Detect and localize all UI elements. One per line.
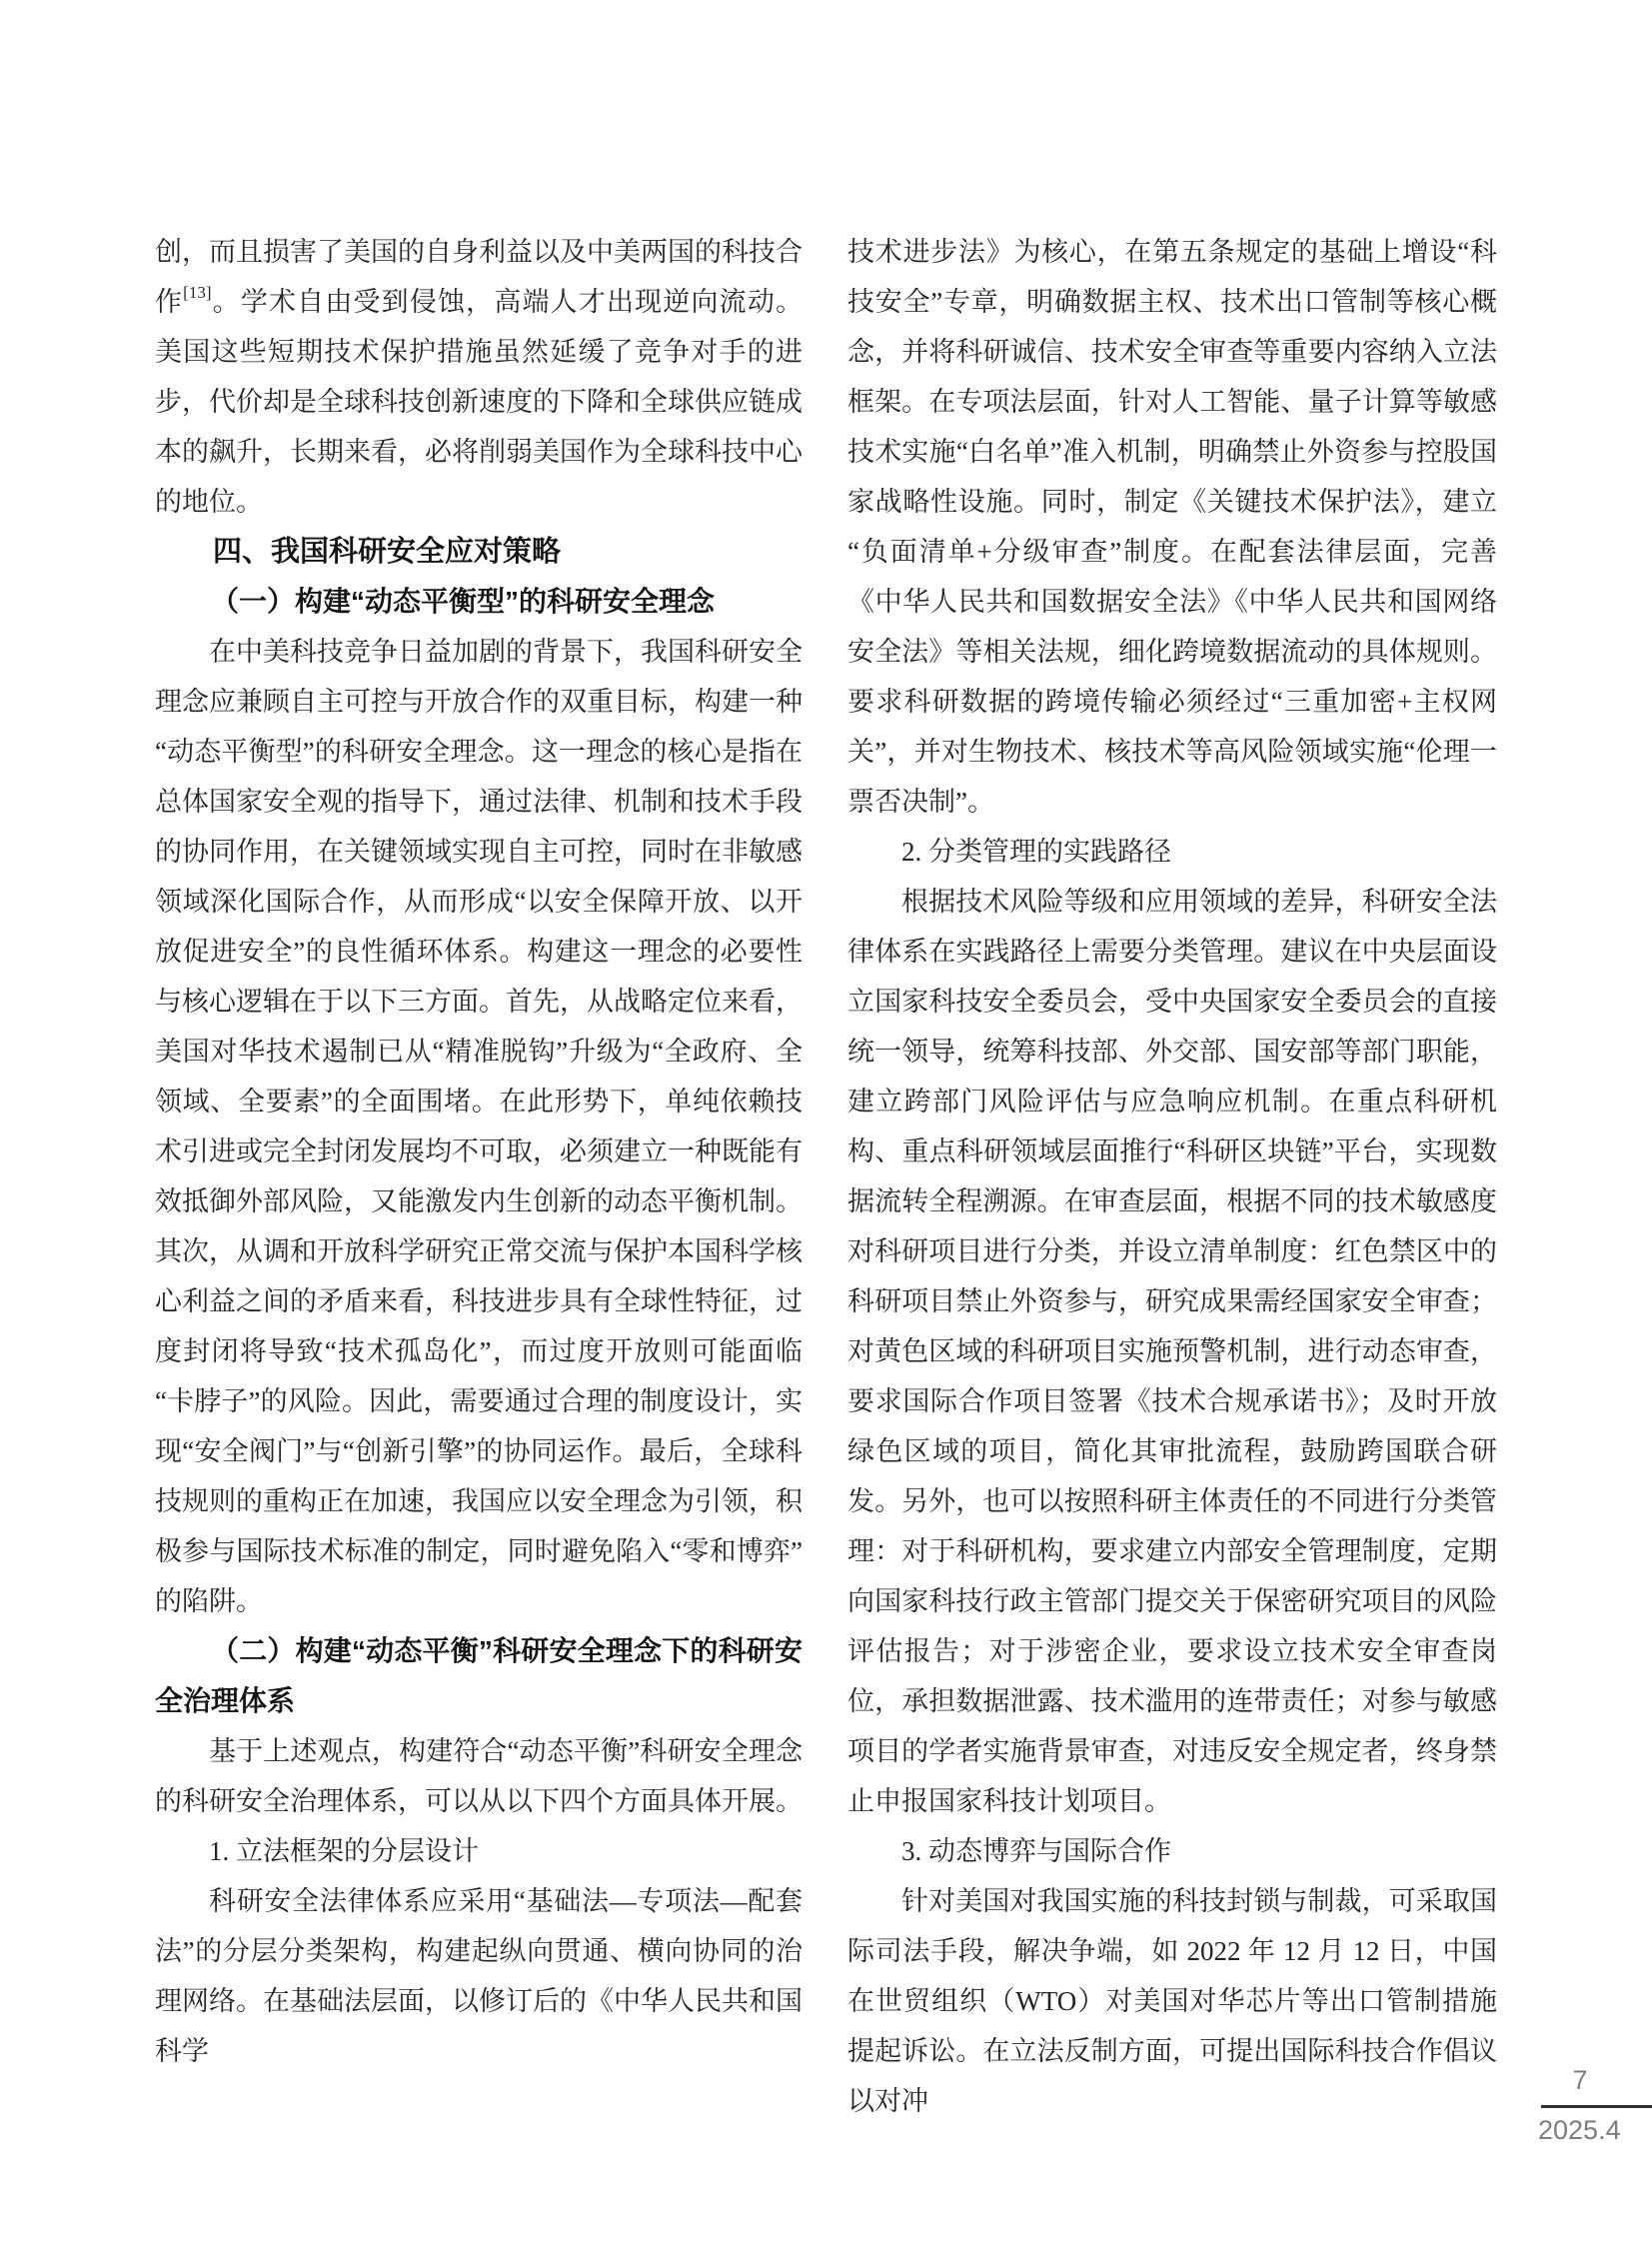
numbered-item-heading-2: 2. 分类管理的实践路径 bbox=[901, 837, 1171, 867]
footer-page-number: 7 bbox=[1572, 2065, 1588, 2095]
subsection-heading-2: （二）构建“动态平衡”科研安全理念下的科研安全治理体系 bbox=[155, 1635, 803, 1716]
paragraph: 根据技术风险等级和应用领域的差异，科研安全法律体系在实践路径上需要分类管理。建议在中央层面设立国家科技安全委员会，受中央国家安全委员会的直接统一领导，统筹科技部、外交部、国安部等部门职能，建立跨部门风险评估与应急响应机制。在重点科研机构、重点科研领域层面推行“科研区块链”平台，实现数据流转全程溯源。在审查层面，根据不同的技术敏感度对科研项目进行分类，并设立清单制度：红色禁区中的科研项目禁止外资参与，研究成果需经国家安全审查；对黄色区域的科研项目实施预警机制，进行动态审查，要求国际合作项目签署《技术合规承诺书》；及时开放绿色区域的项目，简化其审批流程，鼓励跨国联合研发。另外，也可以按照科研主体责任的不同进行分类管理：对于科研机构，要求建立内部安全管理制度，定期向国家科技行政主管部门提交关于保密研究项目的风险评估报告；对于涉密企业，要求设立技术安全审查岗位，承担数据泄露、技术滥用的连带责任；对参与敏感项目的学者实施背景审查，对违反安全规定者，终身禁止申报国家科技计划项目。 bbox=[847, 887, 1497, 1816]
paragraph-text: 创，而且损害了美国的自身利益以及中美两国的科技合作 bbox=[155, 237, 803, 317]
footer-issue-label: 2025.4 bbox=[1538, 2115, 1621, 2145]
paragraph: 在中美科技竞争日益加剧的背景下，我国科研安全理念应兼顾自主可控与开放合作的双重目标，构建一种“动态平衡型”的科研安全理念。这一理念的核心是指在总体国家安全观的指导下，通过法律、机制和技术手段的协同作用，在关键领域实现自主可控，同时在非敏感领域深化国际合作，从而形成“以安全保障开放、以开放促进安全”的良性循环体系。构建这一理念的必要性与核心逻辑在于以下三方面。首先，从战略定位来看，美国对华技术遏制已从“精准脱钩”升级为“全政府、全领域、全要素”的全面围堵。在此形势下，单纯依赖技术引进或完全封闭发展均不可取，必须建立一种既能有效抵御外部风险，又能激发内生创新的动态平衡机制。其次，从调和开放科学研究正常交流与保护本国科学核心利益之间的矛盾来看，科技进步具有全球性特征，过度封闭将导致“技术孤岛化”，而过度开放则可能面临“卡脖子”的风险。因此，需要通过合理的制度设计，实现“安全阀门”与“创新引擎”的协同运作。最后，全球科技规则的重构正在加速，我国应以安全理念为引领，积极参与国际技术标准的制定，同时避免陷入“零和博弈”的陷阱。 bbox=[155, 637, 803, 1616]
paragraph-continuation: 技术进步法》为核心，在第五条规定的基础上增设“科技安全”专章，明确数据主权、技术出口管制等核心概念，并将科研诚信、技术安全审查等重要内容纳入立法框架。在专项法层面，针对人工智能、量子计算等敏感技术实施“白名单”准入机制，明确禁止外资参与控股国家战略性设施。同时，制定《关键技术保护法》，建立“负面清单+分级审查”制度。在配套法律层面，完善《中华人民共和国数据安全法》《中华人民共和国网络安全法》等相关法规，细化跨境数据流动的具体规则。要求科研数据的跨境传输必须经过“三重加密+主权网关”，并对生物技术、核技术等高风险领域实施“伦理一票否决制”。 bbox=[847, 237, 1497, 817]
footnote-ref-13: [13] bbox=[183, 283, 212, 302]
paragraph: 针对美国对我国实施的科技封锁与制裁，可采取国际司法手段，解决争端，如 2022 年 12 月 12 日，中国在世贸组织（WTO）对美国对华芯片等出口管制措施提起诉讼。在立法反制方面，可提出国际科技合作倡议以对冲 bbox=[847, 1886, 1497, 2116]
numbered-item-heading-3: 3. 动态博弈与国际合作 bbox=[901, 1836, 1171, 1866]
subsection-heading-1: （一）构建“动态平衡型”的科研安全理念 bbox=[211, 586, 716, 617]
paragraph-text: 。学术自由受到侵蚀，高端人才出现逆向流动。美国这些短期技术保护措施虽然延缓了竞争对手的进步，代价却是全球科技创新速度的下降和全球供应链成本的飙升，长期来看，必将削弱美国作为全球科技中心的地位。 bbox=[155, 287, 804, 517]
right-column bbox=[847, 227, 1497, 2126]
paragraph: 科研安全法律体系应采用“基础法—专项法—配套法”的分层分类架构，构建起纵向贯通、横向协同的治理网络。在基础法层面，以修订后的《中华人民共和国科学 bbox=[155, 1886, 803, 2066]
paragraph: 基于上述观点，构建符合“动态平衡”科研安全理念的科研安全治理体系，可以从以下四个方面具体开展。 bbox=[155, 1736, 803, 1816]
footer-rule bbox=[1541, 2105, 1652, 2108]
numbered-item-heading-1: 1. 立法框架的分层设计 bbox=[209, 1836, 479, 1866]
left-column bbox=[155, 227, 803, 2076]
paragraph-continuation bbox=[155, 227, 803, 527]
section-heading-4: 四、我国科研安全应对策略 bbox=[213, 536, 562, 568]
